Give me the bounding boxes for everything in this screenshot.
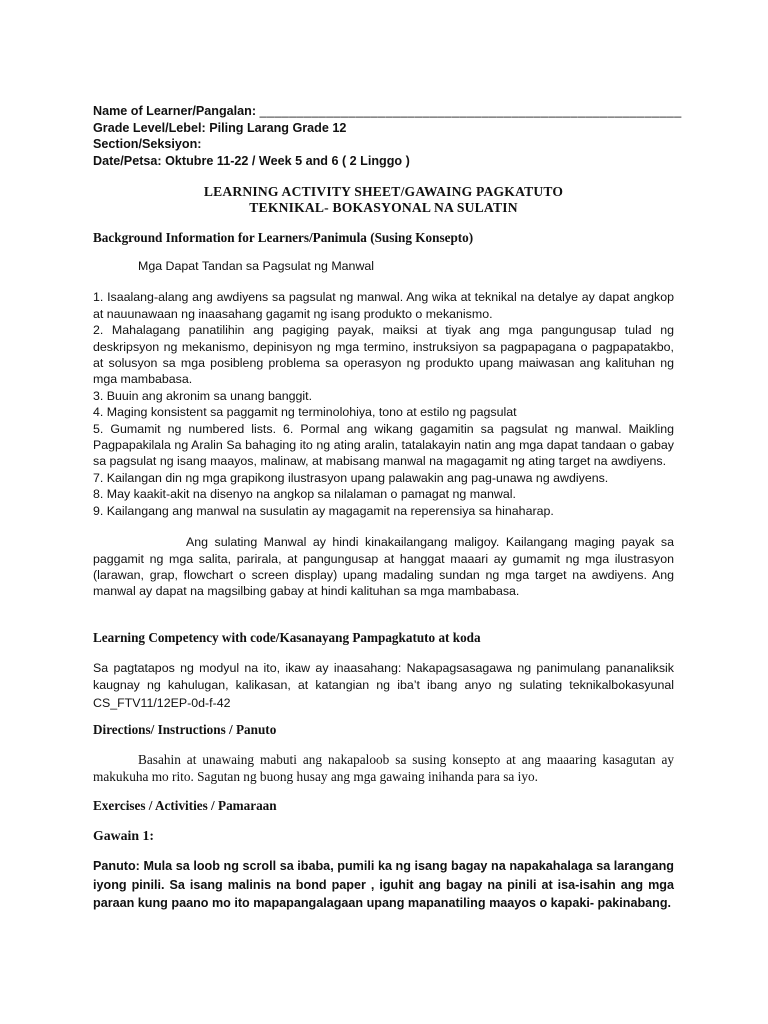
- learner-name-blank[interactable]: _________________________________________________________: [259, 104, 682, 118]
- background-heading: Background Information for Learners/Panimula (Susing Konsepto): [93, 230, 474, 245]
- directions-text: Basahin at unawaing mabuti ang nakapaloob sa susing konsepto at ang maaaring kasagutan ay makukuha mo rito. Sagutan ng buong husay ang mga gawaing inihanda para sa iyo.: [93, 752, 674, 785]
- worksheet: [93, 103, 682, 913]
- section-row: [93, 136, 674, 153]
- list-item: 4. Maging konsistent sa paggamit ng terminolohiya, tono at estilo ng pagsulat: [93, 405, 517, 420]
- directions-body: [93, 751, 674, 785]
- list-item: 1. Isaalang-alang ang awdiyens sa pagsulat ng manwal. Ang wika at teknikal na detalye ay dapat angkop at nauunawaan ng inaasahang gagamit ng isang produkto o mekanismo.: [93, 290, 674, 321]
- date-row: [93, 153, 674, 170]
- competency-text: Sa pagtatapos ng modyul na ito, ikaw ay inaasahang: Nakapagsasagawa ng panimulang pananaliksik kaugnay ng kahulugan, kalikasan, at katangian ng iba’t ibang anyo ng sulating teknikalbokasyunal CS_FTV11/12EP-0d-f-42: [93, 660, 674, 710]
- guidelines-list: [93, 289, 674, 519]
- learner-name-row: [93, 103, 682, 120]
- date-label: Date/Petsa:: [93, 153, 162, 168]
- header-block: [93, 103, 682, 169]
- document-subtitle: TEKNIKAL- BOKASYONAL NA SULATIN: [249, 200, 518, 215]
- manual-paragraph: [93, 534, 674, 600]
- grade-level-value: Piling Larang Grade 12: [209, 120, 347, 135]
- learner-name-label: Name of Learner/Pangalan:: [93, 104, 257, 118]
- subheading-text: Mga Dapat Tandan sa Pagsulat ng Manwal: [138, 259, 375, 273]
- document-title: LEARNING ACTIVITY SHEET/GAWAING PAGKATUTO: [203, 184, 564, 199]
- activity-title: Gawain 1:: [93, 828, 154, 844]
- competency-heading: Learning Competency with code/Kasanayang Pampagkatuto at koda: [93, 629, 481, 645]
- list-item: 5. Gumamit ng numbered lists. 6. Pormal ang wikang gagamitin sa pagsulat ng manwal. Maikling Pagpapakilala ng Aralin Sa bahaging ito ng ating aralin, tatalakayin natin ang mga dapat tandaan o gabay sa pagsulat ng isang maayos, malinaw, at mabisang manwal na magagamit ng ating target na awdiyens.: [93, 421, 674, 469]
- grade-level-label: Grade Level/Lebel:: [93, 120, 206, 135]
- exercises-heading: Exercises / Activities / Pamaraan: [93, 798, 277, 814]
- list-item: 8. May kaakit-akit na disenyo na angkop sa nilalaman o pamagat ng manwal.: [93, 487, 516, 502]
- manual-paragraph-text: Ang sulating Manwal ay hindi kinakailangang maligoy. Kailangang maging payak sa paggamit ng mga salita, parirala, at pangungusap at hanggat maaari ay gumamit ng mga ilustrasyon (larawan, grap, flowchart o screen display) upang madaling sundan ng mga target na awdiyens. Ang manwal ay dapat na magsilbing gabay at hindi kalituhan sa mga mambabasa.: [93, 535, 674, 599]
- date-value: Oktubre 11-22 / Week 5 and 6 ( 2 Linggo ): [165, 153, 410, 168]
- section-label: Section/Seksiyon:: [93, 137, 202, 151]
- list-item: 2. Mahalagang panatilihin ang pagiging payak, maiksi at tiyak ang mga pangungusap tulad ng deskripsyon ng mekanismo, depinisyon ng mga termino, instruksiyon sa pagpapagana o pagpapatakbo, at solusyon sa mga posibleng problema sa operasyon ng produkto upang maiwasan ang kalituhan ng mga mambabasa.: [93, 323, 674, 387]
- background-subheading: [93, 258, 674, 274]
- list-item: 9. Kailangang ang manwal na susulatin ay magagamit na reperensiya sa hinaharap.: [93, 503, 554, 518]
- list-item: 7. Kailangan din ng mga grapikong ilustrasyon upang palawakin ang pag-unawa ng awdiyens.: [93, 470, 609, 485]
- list-item: 3. Buuin ang akronim sa unang banggit.: [93, 388, 313, 403]
- activity-instruction: Panuto: Mula sa loob ng scroll sa ibaba, pumili ka ng isang bagay na napakahalaga sa larangang iyong pinili. Sa isang malinis na bond paper , iguhit ang bagay na pinili at isa-isahin ang mga paraan kung paano mo ito mapapangalagaan upang mapanatiling maayos o kapaki- pakinabang.: [93, 859, 674, 911]
- directions-heading: Directions/ Instructions / Panuto: [93, 722, 277, 738]
- grade-level-row: [93, 120, 674, 137]
